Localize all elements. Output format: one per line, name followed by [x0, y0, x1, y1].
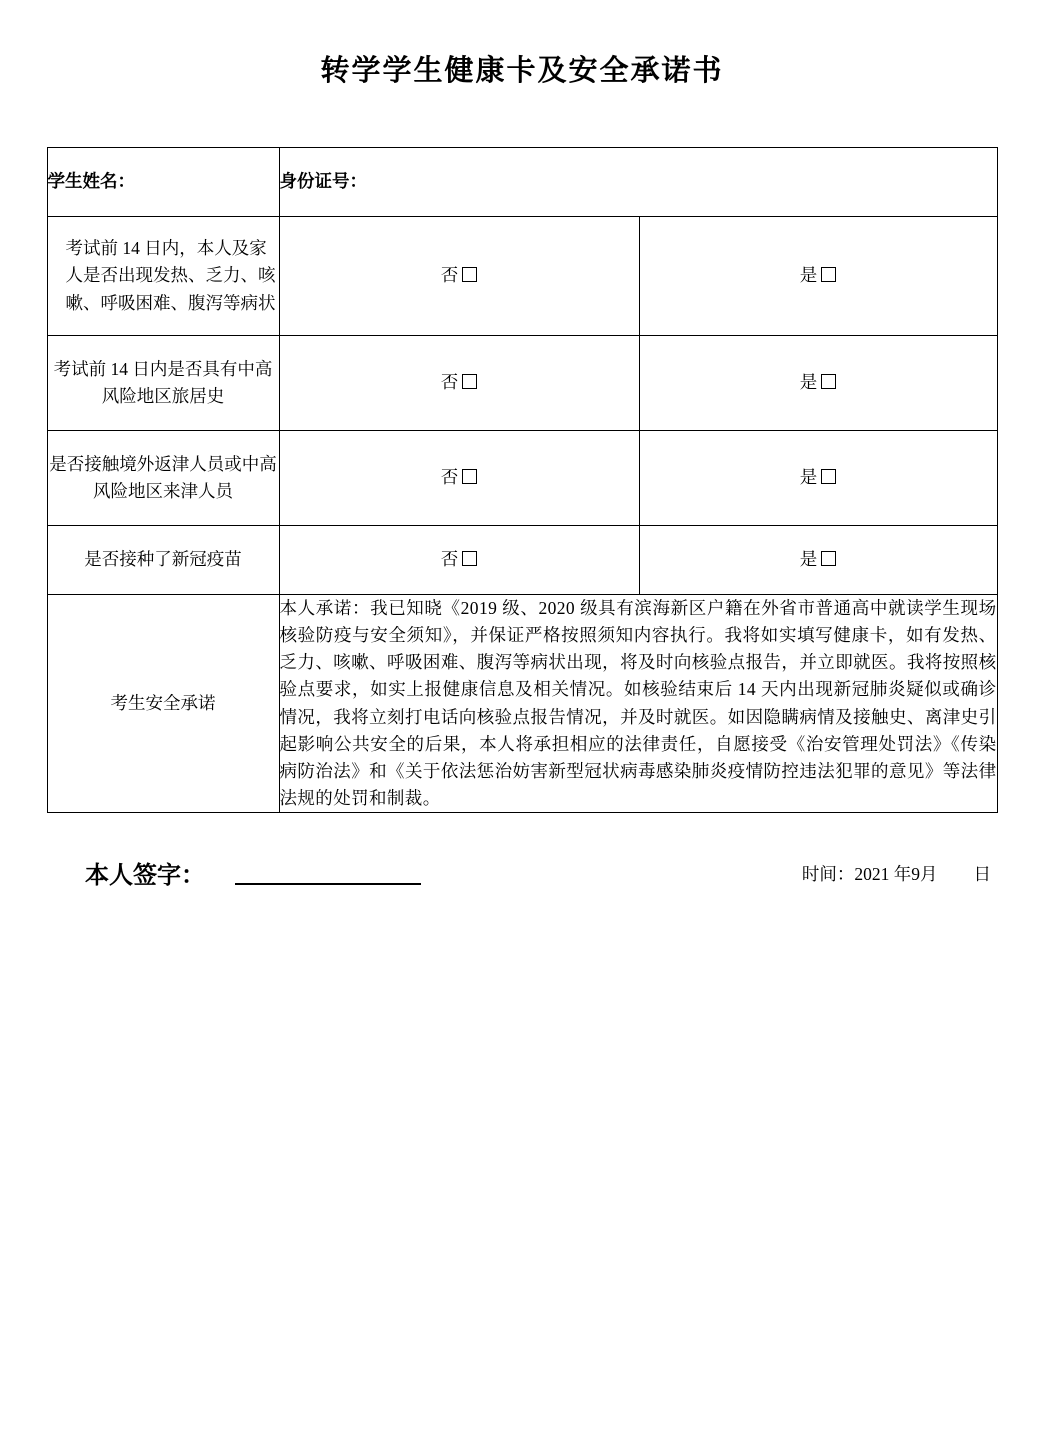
question-1-label: 考试前 14 日内，本人及家人是否出现发热、乏力、咳嗽、呼吸困难、腹泻等病状	[47, 217, 279, 336]
question-3-yes-text: 是	[799, 467, 818, 488]
question-3-label: 是否接触境外返津人员或中高风险地区来津人员	[47, 431, 279, 526]
question-3-no-text: 否	[440, 467, 459, 488]
pledge-label: 考生安全承诺	[47, 595, 279, 813]
question-1-yes-text: 是	[799, 265, 818, 286]
date-year: 2021	[854, 864, 890, 884]
pledge-text: 本人承诺：我已知晓《2019 级、2020 级具有滨海新区户籍在外省市普通高中就读学生现场核验防疫与安全须知》，并保证严格按照须知内容执行。我将如实填写健康卡，如有发热、乏力、咳嗽、呼吸困难、腹泻等病状出现，将及时向核验点报告，并立即就医。我将按照核验点要求，如实上报健康信息及相关情况。如核验结束后 14 天内出现新冠肺炎疑似或确诊情况，我将立刻打电话向核验点报告情况，并及时就医。如因隐瞒病情及接触史、离津史引起影响公共安全的后果，本人将承担相应的法律责任，自愿接受《治安管理处罚法》《传染病防治法》和《关于依法惩治妨害新型冠状病毒感染肺炎疫情防控违法犯罪的意见》等法律法规的处罚和制裁。	[279, 595, 997, 813]
checkbox-icon[interactable]	[821, 551, 836, 566]
question-4-yes-text: 是	[799, 549, 818, 570]
checkbox-icon[interactable]	[462, 551, 477, 566]
question-4-label: 是否接种了新冠疫苗	[47, 526, 279, 595]
question-4-no-text: 否	[440, 549, 459, 570]
page-title: 转学学生健康卡及安全承诺书	[320, 55, 724, 87]
question-2-label: 考试前 14 日内是否具有中高风险地区旅居史	[47, 336, 279, 431]
question-2-option-no[interactable]	[279, 336, 639, 431]
id-number-label: 身份证号：	[279, 148, 997, 217]
date-day-unit: 日	[973, 864, 991, 884]
checkbox-icon[interactable]	[462, 374, 477, 389]
table-row-pledge	[47, 595, 997, 813]
question-1-option-yes[interactable]	[639, 217, 997, 336]
health-declaration-table	[47, 147, 998, 813]
time-label: 时间：	[801, 864, 855, 884]
footer	[47, 849, 997, 899]
checkbox-icon[interactable]	[821, 267, 836, 282]
table-row-identity	[47, 148, 997, 217]
checkbox-icon[interactable]	[462, 469, 477, 484]
date-month-unit: 月	[920, 864, 938, 884]
question-3-option-no[interactable]	[279, 431, 639, 526]
date-month: 9	[911, 864, 920, 884]
checkbox-icon[interactable]	[821, 469, 836, 484]
question-2-yes-text: 是	[799, 372, 818, 393]
document-page	[0, 48, 1044, 1437]
question-2-option-yes[interactable]	[639, 336, 997, 431]
question-4-option-no[interactable]	[279, 526, 639, 595]
date-year-unit: 年	[893, 864, 912, 884]
question-1-no-text: 否	[440, 265, 459, 286]
date-block	[802, 861, 991, 886]
signature-label: 本人签字：	[85, 862, 205, 889]
table-row-question-3	[47, 431, 997, 526]
question-2-no-text: 否	[440, 372, 459, 393]
checkbox-icon[interactable]	[462, 267, 477, 282]
question-4-option-yes[interactable]	[639, 526, 997, 595]
student-name-label: 学生姓名：	[47, 148, 279, 217]
table-row-question-1	[47, 217, 997, 336]
table-row-question-4	[47, 526, 997, 595]
question-1-option-no[interactable]	[279, 217, 639, 336]
signature-line[interactable]	[235, 883, 421, 885]
checkbox-icon[interactable]	[821, 374, 836, 389]
table-row-question-2	[47, 336, 997, 431]
question-3-option-yes[interactable]	[639, 431, 997, 526]
